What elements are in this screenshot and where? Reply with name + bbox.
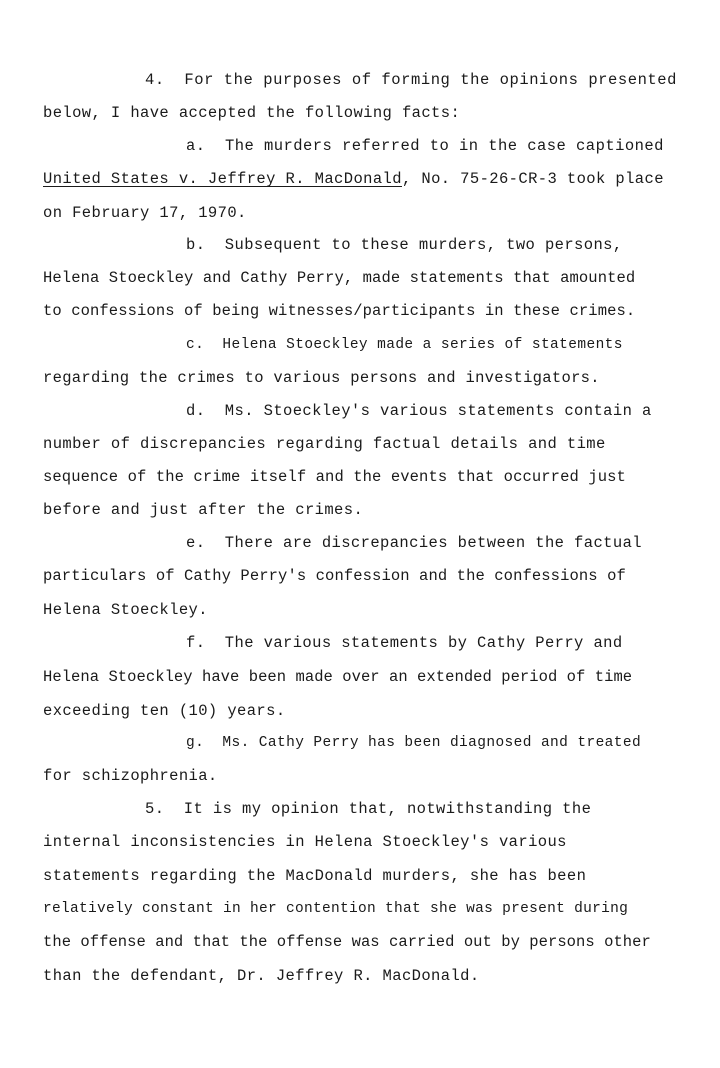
paragraph-5-line-4: relatively constant in her contention that she was present during [43, 901, 629, 917]
item-f-line-3: exceeding ten (10) years. [43, 702, 286, 720]
item-g-line-2: for schizophrenia. [43, 767, 218, 785]
case-caption: United States v. Jeffrey R. MacDonald [43, 170, 402, 188]
item-a-line-2 [43, 169, 664, 189]
item-a-line-3: on February 17, 1970. [43, 204, 247, 222]
paragraph-5-line-2: internal inconsistencies in Helena Stoeckley's various [43, 833, 567, 851]
item-b-line-2: Helena Stoeckley and Cathy Perry, made statements that amounted [43, 269, 636, 287]
item-d-line-2: number of discrepancies regarding factual details and time [43, 435, 606, 453]
item-e-line-1: e. There are discrepancies between the factual [186, 534, 642, 552]
item-d-line-1: d. Ms. Stoeckley's various statements contain a [186, 402, 652, 420]
item-d-line-3: sequence of the crime itself and the events that occurred just [43, 468, 626, 486]
paragraph-5-line-1: 5. It is my opinion that, notwithstanding the [145, 800, 592, 818]
item-f-line-2: Helena Stoeckley have been made over an extended period of time [43, 668, 633, 686]
paragraph-4-line-2: below, I have accepted the following facts: [43, 104, 461, 122]
case-number-text: , No. 75-26-CR-3 took place [401, 170, 664, 188]
item-b-line-1: b. Subsequent to these murders, two persons, [186, 236, 623, 254]
paragraph-4-line-1: 4. For the purposes of forming the opinions presented [145, 71, 677, 89]
item-g-line-1: g. Ms. Cathy Perry has been diagnosed and treated [186, 735, 642, 751]
paragraph-5-line-3: statements regarding the MacDonald murders, she has been [43, 867, 587, 885]
item-f-line-1: f. The various statements by Cathy Perry and [186, 634, 623, 652]
item-a-line-1: a. The murders referred to in the case captioned [186, 137, 664, 155]
item-d-line-4: before and just after the crimes. [43, 501, 364, 519]
item-e-line-3: Helena Stoeckley. [43, 601, 208, 619]
item-b-line-3: to confessions of being witnesses/participants in these crimes. [43, 302, 636, 320]
paragraph-5-line-5: the offense and that the offense was carried out by persons other [43, 933, 651, 951]
item-c-line-2: regarding the crimes to various persons and investigators. [43, 369, 600, 387]
item-e-line-2: particulars of Cathy Perry's confession and the confessions of [43, 567, 626, 585]
paragraph-5-line-6: than the defendant, Dr. Jeffrey R. MacDonald. [43, 967, 480, 985]
item-c-line-1: c. Helena Stoeckley made a series of statements [186, 337, 623, 353]
